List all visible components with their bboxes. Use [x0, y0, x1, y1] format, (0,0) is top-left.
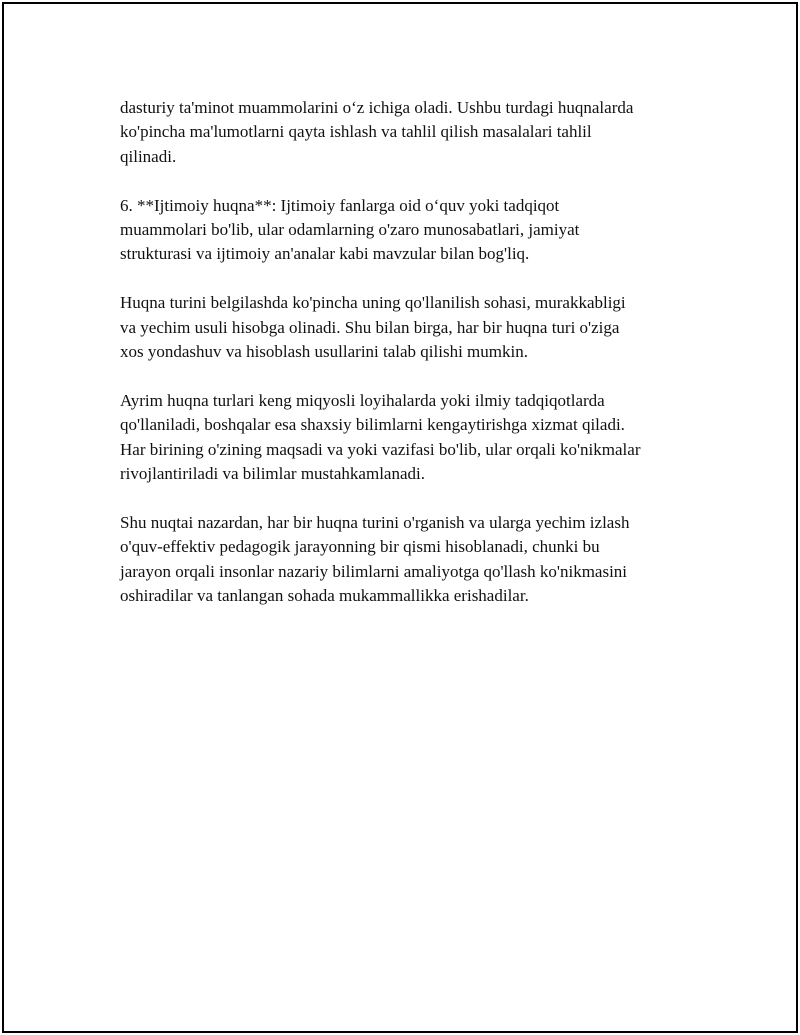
paragraph-3: Huqna turini belgilashda ko'pincha uning qo'llanilish sohasi, murakkabligi va yechim usuli hisobga olinadi. Shu bilan birga, har bir huqna turi o'ziga xos yondashuv va hisoblash usullarini talab qilishi mumkin. [120, 293, 626, 362]
paragraph-4: Ayrim huqna turlari keng miqyosli loyihalarda yoki ilmiy tadqiqotlarda qo'llaniladi, boshqalar esa shaxsiy bilimlarni kengaytirishga xizmat qiladi. Har birining o'zining maqsadi va yoki vazifasi bo'lib, ular orqali ko'nikmalar rivojlantiriladi va bilimlar mustahkamlanadi. [120, 390, 641, 484]
document-page [2, 2, 798, 1033]
paragraph-1: dasturiy ta'minot muammolarini o‘z ichiga oladi. Ushbu turdagi huqnalarda ko'pincha ma'lumotlarni qayta ishlash va tahlil qilish masalalari tahlil qilinadi. [120, 98, 634, 166]
paragraph-2: 6. **Ijtimoiy huqna**: Ijtimoiy fanlarga oid o‘quv yoki tadqiqot muammolari bo'lib, ular odamlarning o'zaro munosabatlari, jamiyat strukturasi va ijtimoiy an'analar kabi mavzular bilan bog'liq. [120, 195, 580, 264]
paragraph-5: Shu nuqtai nazardan, har bir huqna turini o'rganish va ularga yechim izlash o'quv-effektiv pedagogik jarayonning bir qismi hisoblanadi, chunki bu jarayon orqali insonlar nazariy bilimlarni amaliyotga qo'llash ko'nikmasini oshiradilar va tanlangan sohada mukammallikka erishadilar. [120, 512, 630, 606]
document-body [120, 96, 690, 633]
